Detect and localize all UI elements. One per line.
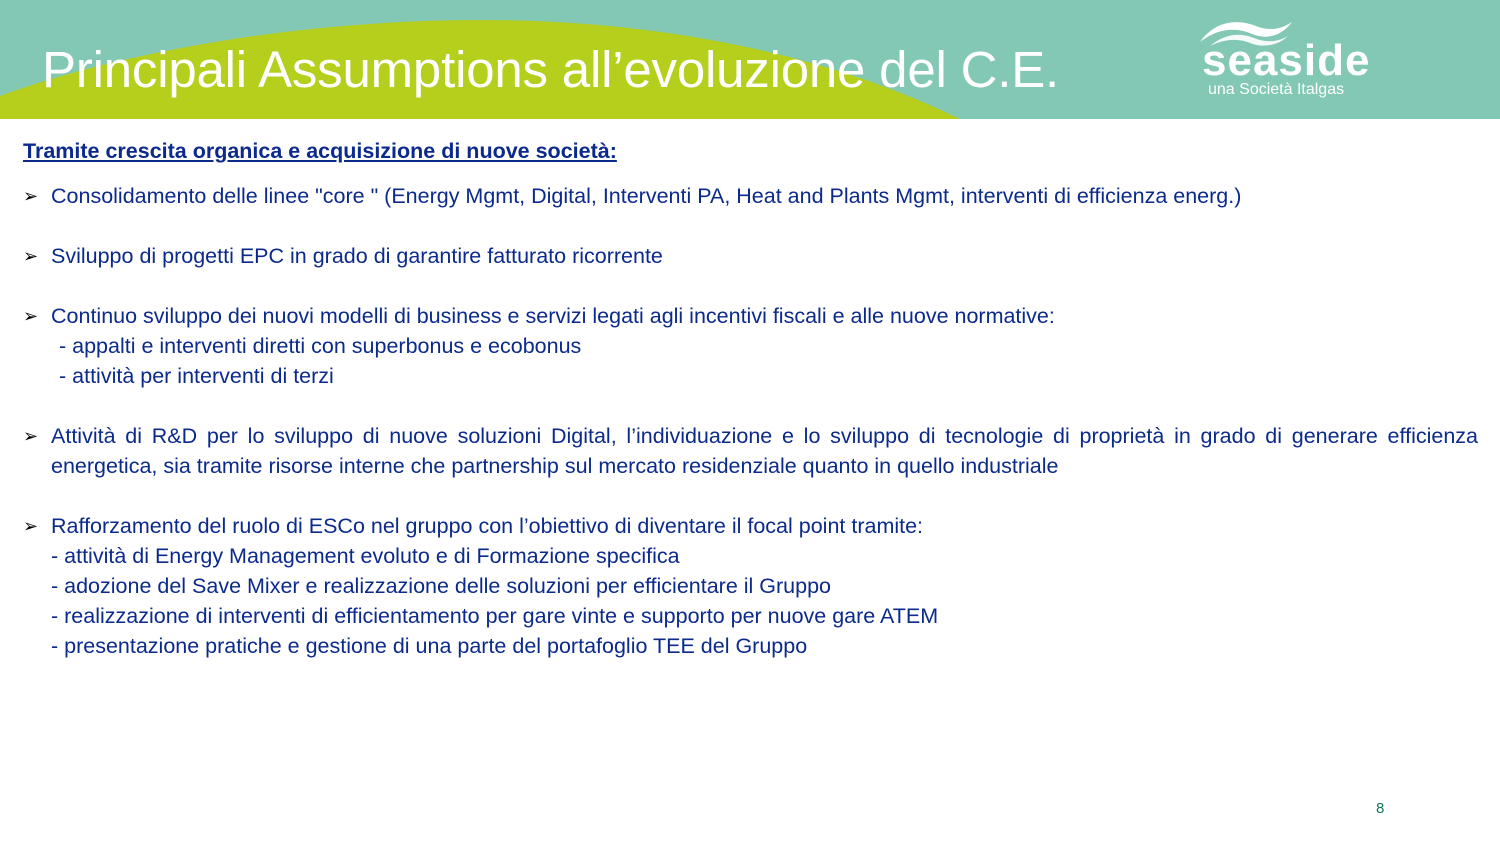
bullet-item — [23, 301, 1478, 391]
slide-content — [23, 137, 1478, 691]
bullet-text: Attività di R&D per lo sviluppo di nuove soluzioni Digital, l’individuazione e lo sviluppo di tecnologie di proprietà in grado di generare efficienza energetica, sia tramite risorse interne che partnership sul mercato residenziale quanto in quello industriale — [51, 424, 1478, 478]
bullet-text: Sviluppo di progetti EPC in grado di garantire fatturato ricorrente — [51, 244, 663, 268]
bullet-item — [23, 421, 1478, 481]
bullet-subitem: - presentazione pratiche e gestione di una parte del portafoglio TEE del Gruppo — [51, 634, 808, 658]
bullet-subitem: - attività di Energy Management evoluto e di Formazione specifica — [51, 544, 680, 568]
bullet-text: Continuo sviluppo dei nuovi modelli di business e servizi legati agli incentivi fiscali e alle nuove normative: — [51, 304, 1055, 328]
arrow-bullet-icon: ➢ — [23, 516, 39, 536]
bullet-item — [23, 241, 1478, 271]
bullet-subitem: - attività per interventi di terzi — [59, 364, 334, 388]
arrow-bullet-icon: ➢ — [23, 426, 39, 446]
bullet-item — [23, 511, 1478, 661]
logo-tagline: una Società Italgas — [1208, 81, 1345, 98]
intro-heading: Tramite crescita organica e acquisizione di nuove società: — [23, 139, 617, 163]
bullet-subitem: - adozione del Save Mixer e realizzazione delle soluzioni per efficientare il Gruppo — [51, 574, 832, 598]
bullet-subitem: - appalti e interventi diretti con superbonus e ecobonus — [59, 334, 582, 358]
arrow-bullet-icon: ➢ — [23, 246, 39, 266]
slide-header — [0, 0, 1500, 119]
bullet-subitem: - realizzazione di interventi di efficientamento per gare vinte e supporto per nuove gare ATEM — [51, 604, 939, 628]
seaside-logo — [1192, 14, 1392, 104]
arrow-bullet-icon: ➢ — [23, 186, 39, 206]
bullet-text: Rafforzamento del ruolo di ESCo nel gruppo con l’obiettivo di diventare il focal point tramite: — [51, 514, 924, 538]
slide-title: Principali Assumptions all’evoluzione del C.E. — [42, 41, 1059, 98]
bullet-text: Consolidamento delle linee "core " (Energy Mgmt, Digital, Interventi PA, Heat and Plants Mgmt, interventi di efficienza energ.) — [51, 184, 1242, 208]
logo-wordmark: seaside — [1202, 36, 1371, 85]
bullet-item — [23, 181, 1478, 211]
arrow-bullet-icon: ➢ — [23, 306, 39, 326]
page-number: 8 — [1376, 800, 1385, 817]
